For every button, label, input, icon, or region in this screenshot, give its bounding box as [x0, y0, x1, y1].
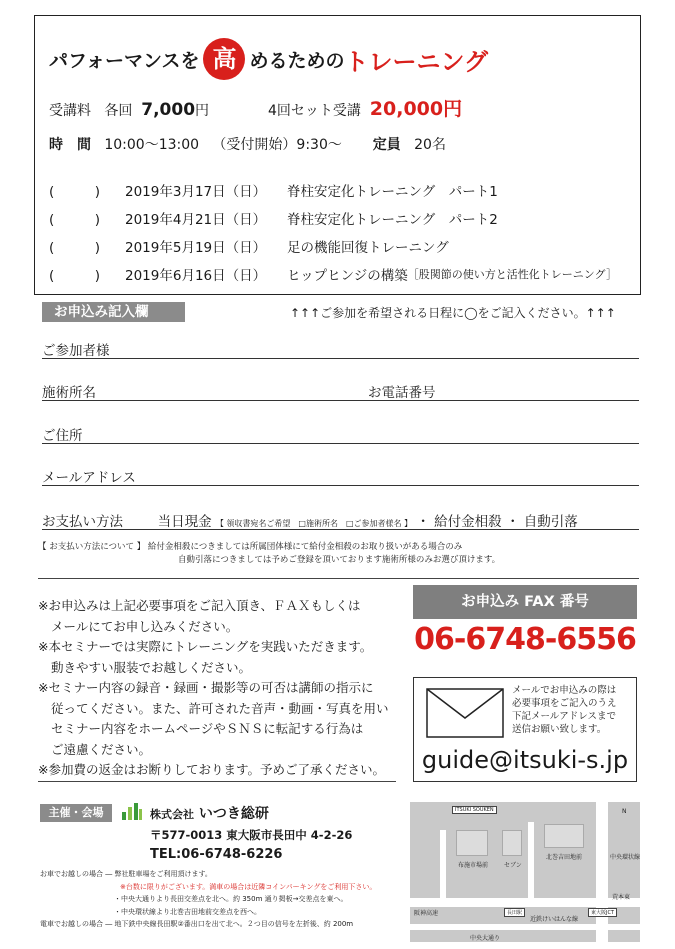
mail-instruction	[512, 684, 617, 736]
session-row[interactable]	[49, 260, 634, 288]
note-line: ご遠慮ください。	[51, 741, 152, 757]
email-field[interactable]	[42, 466, 639, 486]
map-road-label: 中央環状線	[610, 854, 640, 861]
headline	[49, 38, 488, 80]
time-row	[49, 134, 446, 154]
access-car-warning: ※台数に限りがございます。満車の場合は近隣コインパーキングをご利用下さい。	[120, 882, 377, 891]
note-line: 従ってください。また、許可された音声・動画・写真を用い	[51, 700, 389, 716]
fee-each-price: 7,000	[141, 100, 196, 120]
note-line: ※本セミナーでは実際にトレーニングを実践いただきます。	[38, 639, 373, 654]
note-line: メールにてお申し込みください。	[51, 618, 239, 634]
session-row[interactable]	[49, 204, 634, 232]
map-junction: 東大阪JCT	[588, 908, 617, 917]
map-north: N	[622, 808, 627, 815]
map-road-label: 近鉄けいはんな線	[530, 916, 579, 923]
session-row[interactable]	[49, 176, 634, 204]
session-checkbox[interactable]: ( )	[49, 240, 101, 256]
session-list	[49, 176, 634, 288]
map-route-label: 阪神高速	[414, 910, 439, 917]
fee-set-price: 20,000	[369, 98, 444, 120]
location-map[interactable]	[410, 802, 640, 942]
access-route: ・中央大通りより長田交差点を北へ。約 350m 通り掲板→交差点を東へ。	[114, 895, 348, 903]
form-header: お申込み記入欄	[42, 302, 185, 322]
session-title: 足の機能回復トレーニング	[287, 240, 449, 256]
headline-badge: 高	[203, 38, 245, 80]
mail-instruction-line: 送信お願い致します。	[512, 724, 607, 735]
session-date: 2019年4月21日（日）	[125, 212, 267, 228]
mail-instruction-line: メールでお申込みの際は	[512, 685, 617, 696]
host-tag: 主催・会場	[40, 804, 112, 822]
company-main: いつき総研	[198, 806, 269, 822]
fax-number[interactable]: 06-6748-6556	[414, 622, 636, 657]
access-train: 電車でお越しの場合 ― 地下鉄中央線長田駅②番出口を出て北へ。２つ目の信号を左折後、約 200m	[40, 920, 354, 928]
divider	[38, 578, 639, 579]
payment-other[interactable]: ・ 給付金相殺 ・ 自動引落	[416, 514, 578, 530]
note-line: ※セミナー内容の録音・録画・撮影等の可否は講師の指示に	[38, 680, 374, 695]
mail-box	[413, 677, 637, 782]
note-line: ※お申込みは上記必要事項をご記入頂き、ＦＡＸもしくは	[38, 598, 361, 613]
notes-list	[38, 596, 396, 781]
payment-note-line: 自動引落につきましては予めご登録を頂いております施術所様のみお選び頂けます。	[178, 555, 501, 565]
session-row[interactable]	[49, 232, 634, 260]
mail-instruction-line: 下記メールアドレスまで	[512, 711, 617, 722]
phone-label: お電話番号	[368, 385, 436, 401]
session-note: ［股関節の使い方と活性化トレーニング］	[407, 268, 618, 281]
company-address: 〒577-0013 東大阪市長田中 4-2-26	[150, 828, 353, 842]
clinic-field[interactable]	[42, 381, 639, 401]
map-place-label: 布施市場前	[458, 862, 489, 869]
session-title: ヒップヒンジの構築	[287, 268, 408, 284]
time-label: 時 間	[49, 137, 91, 153]
fee-set-unit: 円	[443, 98, 463, 120]
envelope-icon	[426, 688, 504, 738]
company-contact	[150, 826, 352, 864]
session-date: 2019年3月17日（日）	[125, 184, 267, 200]
session-checkbox[interactable]: ( )	[49, 184, 101, 200]
company-prefix: 株式会社	[150, 808, 194, 821]
map-station: 長田駅	[504, 908, 525, 917]
fee-each-label: 各回	[104, 103, 133, 119]
company-name	[150, 803, 269, 823]
session-date: 2019年5月19日（日）	[125, 240, 267, 256]
address-label: ご住所	[42, 428, 83, 444]
note-line: ※参加費の返金はお断りしております。予めご了承ください。	[38, 762, 385, 777]
address-field[interactable]	[42, 424, 639, 444]
payment-field[interactable]	[42, 510, 639, 530]
map-road-label: 中央大通り	[470, 935, 501, 942]
headline-text-1: パフォーマンスを	[49, 49, 200, 72]
session-checkbox[interactable]: ( )	[49, 268, 101, 284]
fax-header: お申込み FAX 番号	[413, 585, 637, 619]
map-place-label: 荒本東	[612, 894, 631, 901]
divider	[38, 781, 396, 782]
time-value: 10:00〜13:00	[104, 137, 200, 153]
session-checkbox[interactable]: ( )	[49, 212, 101, 228]
seminar-info-box	[34, 15, 641, 295]
map-building	[544, 824, 584, 848]
email-label: メールアドレス	[42, 470, 136, 486]
map-road	[528, 822, 534, 900]
access-car: お車でお越しの場合 ― 弊社駐車場をご利用頂けます。	[40, 870, 212, 878]
email-address[interactable]: guide@itsuki-s.jp	[421, 746, 629, 774]
payment-cash[interactable]: 当日現金	[157, 514, 212, 530]
payment-note-line: 【 お支払い方法について 】 給付金相殺につきましては所属団体様にて給付金相殺のお取り扱いがある場合のみ	[38, 542, 463, 552]
fee-set-label: 4回セット受講	[267, 103, 361, 119]
form-instruction: ↑↑↑ご参加を希望される日程に◯をご記入ください。↑↑↑	[290, 306, 616, 320]
company-logo-icon	[121, 803, 143, 820]
access-route: ・中央環状線より北巻吉田地前交差点を西へ。	[114, 907, 261, 916]
company-tel[interactable]: TEL:06-6748-6226	[150, 847, 283, 862]
reception-time: （受付開始）9:30〜	[212, 137, 342, 153]
session-title: 脊柱安定化トレーニング パート2	[287, 212, 498, 228]
fee-unit: 円	[195, 103, 210, 119]
map-brand: ITSUKI SOUKEN	[452, 806, 497, 814]
session-date: 2019年6月16日（日）	[125, 268, 267, 284]
participant-label: ご参加者様	[42, 343, 110, 359]
map-road	[596, 802, 608, 942]
clinic-label: 施術所名	[42, 385, 96, 401]
note-line: 動きやすい服装でお越しください。	[51, 659, 252, 675]
access-info	[40, 868, 376, 931]
payment-label: お支払い方法	[42, 514, 123, 530]
headline-text-2: めるための	[249, 49, 345, 72]
capacity-label: 定員	[372, 137, 401, 153]
map-place-label: 北巻吉田地前	[546, 854, 583, 861]
map-place-label: セブン	[504, 862, 522, 869]
map-building	[456, 830, 488, 856]
mail-instruction-line: 必要事項をご記入のうえ	[512, 698, 617, 709]
payment-note	[38, 541, 500, 567]
note-line: セミナー内容をホームページやＳＮＳに転記する行為は	[51, 721, 364, 736]
session-title: 脊柱安定化トレーニング パート1	[287, 184, 498, 200]
participant-field[interactable]	[42, 339, 639, 359]
capacity-value: 20名	[414, 137, 446, 153]
fee-row	[49, 94, 462, 121]
headline-accent: トレーニング	[344, 47, 489, 76]
fee-label: 受講料	[49, 103, 91, 119]
map-building	[502, 830, 522, 856]
map-road	[440, 830, 446, 900]
payment-cash-detail: 【 領収書宛名ご希望 □施術所名 □ご参加者様名 】	[215, 519, 413, 528]
